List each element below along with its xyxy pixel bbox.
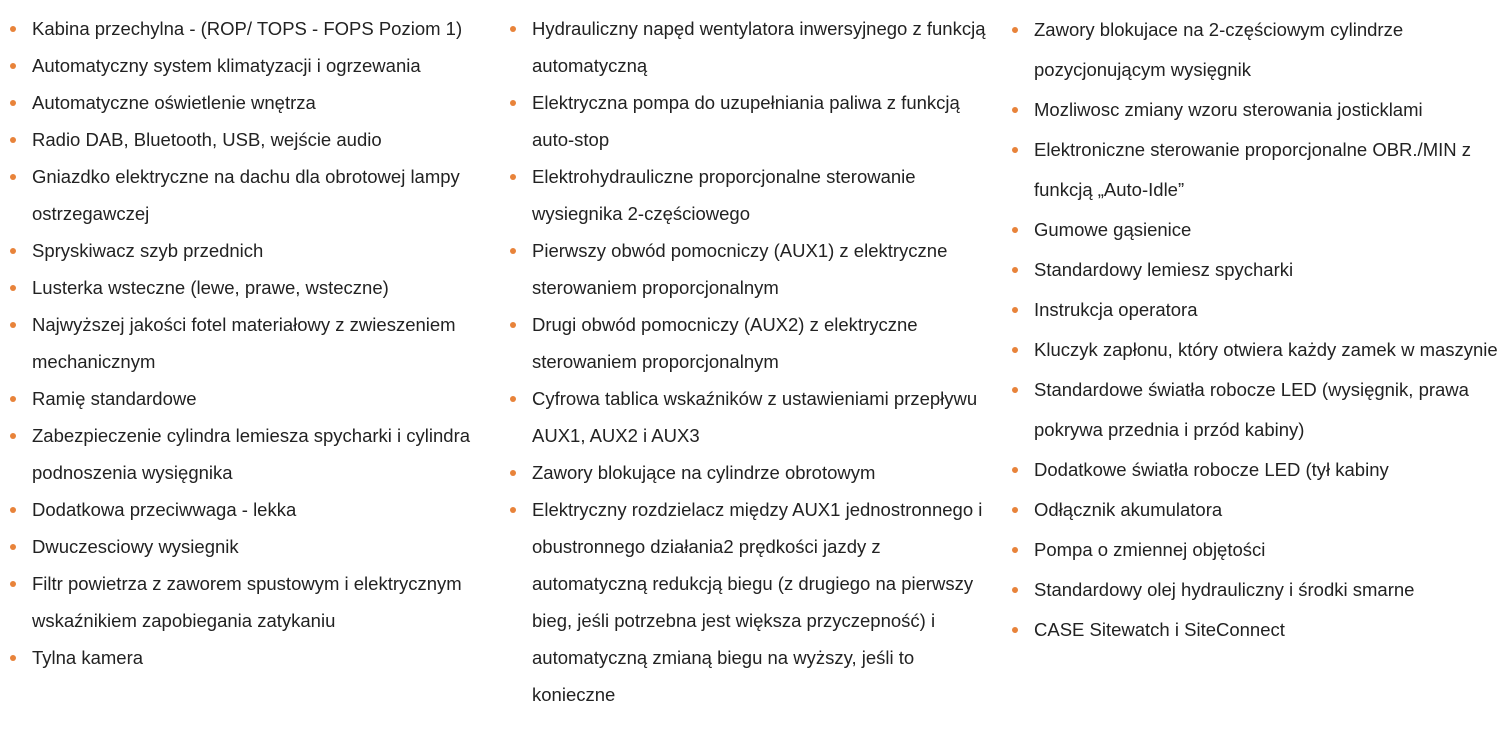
bullet-dot-icon <box>1012 27 1018 33</box>
list-item-text: Drugi obwód pomocniczy (AUX2) z elektryczne sterowaniem proporcjonalnym <box>532 314 918 372</box>
list-item <box>1012 530 1500 570</box>
bullet-dot-icon <box>10 26 16 32</box>
list-item-text: Filtr powietrza z zaworem spustowym i elektrycznym wskaźnikiem zapobiegania zatykaniu <box>32 573 462 631</box>
list-item-text: Pompa o zmiennej objętości <box>1034 539 1266 560</box>
bullet-dot-icon <box>10 544 16 550</box>
bullet-dot-icon <box>510 470 516 476</box>
bullet-dot-icon <box>10 322 16 328</box>
bullet-dot-icon <box>1012 107 1018 113</box>
bullet-dot-icon <box>510 507 516 513</box>
list-item <box>510 380 1000 454</box>
list-item <box>1012 290 1500 330</box>
list-item <box>1012 370 1500 450</box>
list-item <box>510 158 1000 232</box>
list-item-text: Radio DAB, Bluetooth, USB, wejście audio <box>32 129 382 150</box>
bullet-dot-icon <box>10 655 16 661</box>
bullet-dot-icon <box>510 396 516 402</box>
feature-list-column-1 <box>10 10 500 676</box>
list-item <box>510 454 1000 491</box>
list-item-text: CASE Sitewatch i SiteConnect <box>1034 619 1285 640</box>
list-item <box>10 306 500 380</box>
bullet-dot-icon <box>510 322 516 328</box>
list-item <box>1012 610 1500 650</box>
bullet-dot-icon <box>10 174 16 180</box>
bullet-dot-icon <box>1012 387 1018 393</box>
list-item-text: Kluczyk zapłonu, który otwiera każdy zamek w maszynie <box>1034 339 1498 360</box>
list-item <box>1012 570 1500 610</box>
list-item-text: Standardowy olej hydrauliczny i środki smarne <box>1034 579 1415 600</box>
bullet-dot-icon <box>1012 307 1018 313</box>
list-item <box>10 121 500 158</box>
list-item <box>1012 130 1500 210</box>
list-item <box>1012 10 1500 90</box>
list-item-text: Lusterka wsteczne (lewe, prawe, wsteczne) <box>32 277 389 298</box>
bullet-dot-icon <box>510 248 516 254</box>
list-item-text: Ramię standardowe <box>32 388 197 409</box>
feature-list-column-3 <box>1012 10 1500 650</box>
bullet-dot-icon <box>10 396 16 402</box>
list-item <box>1012 450 1500 490</box>
list-item-text: Gniazdko elektryczne na dachu dla obrotowej lampy ostrzegawczej <box>32 166 460 224</box>
bullet-dot-icon <box>1012 347 1018 353</box>
list-item-text: Pierwszy obwód pomocniczy (AUX1) z elektryczne sterowaniem proporcjonalnym <box>532 240 948 298</box>
list-item <box>10 232 500 269</box>
list-item <box>1012 490 1500 530</box>
list-item-text: Dodatkowe światła robocze LED (tył kabiny <box>1034 459 1389 480</box>
list-item <box>1012 210 1500 250</box>
list-item <box>510 491 1000 713</box>
list-item-text: Automatyczne oświetlenie wnętrza <box>32 92 316 113</box>
list-item-text: Dodatkowa przeciwwaga - lekka <box>32 499 297 520</box>
list-item-text: Zawory blokujące na cylindrze obrotowym <box>532 462 876 483</box>
list-item <box>10 380 500 417</box>
list-item <box>510 306 1000 380</box>
list-item <box>10 565 500 639</box>
bullet-dot-icon <box>1012 627 1018 633</box>
list-item <box>10 269 500 306</box>
list-item-text: Elektrohydrauliczne proporcjonalne sterowanie wysiegnika 2-częściowego <box>532 166 916 224</box>
list-item-text: Hydrauliczny napęd wentylatora inwersyjnego z funkcją automatyczną <box>532 18 986 76</box>
bullet-dot-icon <box>1012 147 1018 153</box>
list-item-text: Mozliwosc zmiany wzoru sterowania josticklami <box>1034 99 1423 120</box>
bullet-dot-icon <box>10 581 16 587</box>
list-item <box>10 528 500 565</box>
list-item-text: Gumowe gąsienice <box>1034 219 1192 240</box>
bullet-dot-icon <box>10 285 16 291</box>
list-item-text: Najwyższej jakości fotel materiałowy z zwieszeniem mechanicznym <box>32 314 456 372</box>
bullet-dot-icon <box>10 433 16 439</box>
list-item-text: Cyfrowa tablica wskaźników z ustawieniami przepływu AUX1, AUX2 i AUX3 <box>532 388 978 446</box>
bullet-dot-icon <box>1012 467 1018 473</box>
list-item <box>10 417 500 491</box>
bullet-dot-icon <box>510 100 516 106</box>
feature-list-column-2 <box>510 10 1000 713</box>
bullet-dot-icon <box>1012 507 1018 513</box>
bullet-dot-icon <box>10 137 16 143</box>
list-item <box>510 84 1000 158</box>
list-item <box>1012 250 1500 290</box>
bullet-dot-icon <box>510 26 516 32</box>
list-item <box>1012 90 1500 130</box>
list-item <box>10 158 500 232</box>
list-item <box>510 232 1000 306</box>
list-item-text: Dwuczesciowy wysiegnik <box>32 536 239 557</box>
bullet-dot-icon <box>1012 267 1018 273</box>
bullet-dot-icon <box>1012 587 1018 593</box>
list-item-text: Elektryczny rozdzielacz między AUX1 jednostronnego i obustronnego działania2 prędkości jazdy z automatyczną redukcją biegu (z drugiego na pierwszy bieg, jeśli potrzebna jest większa przyczepność) i automatyczną zmianą biegu na wyższy, jeśli to konieczne <box>532 499 983 705</box>
list-item <box>10 10 500 47</box>
bullet-dot-icon <box>1012 227 1018 233</box>
list-item-text: Zabezpieczenie cylindra lemiesza spycharki i cylindra podnoszenia wysięgnika <box>32 425 471 483</box>
list-item-text: Zawory blokujace na 2-częściowym cylindrze pozycjonującym wysięgnik <box>1034 19 1404 80</box>
list-item <box>10 47 500 84</box>
bullet-dot-icon <box>10 100 16 106</box>
bullet-dot-icon <box>10 63 16 69</box>
list-item-text: Standardowy lemiesz spycharki <box>1034 259 1294 280</box>
bullet-dot-icon <box>10 507 16 513</box>
list-item <box>10 639 500 676</box>
bullet-dot-icon <box>1012 547 1018 553</box>
list-item <box>510 10 1000 84</box>
list-item <box>10 84 500 121</box>
list-item-text: Tylna kamera <box>32 647 144 668</box>
list-item-text: Automatyczny system klimatyzacji i ogrzewania <box>32 55 421 76</box>
list-item-text: Spryskiwacz szyb przednich <box>32 240 264 261</box>
list-item-text: Elektryczna pompa do uzupełniania paliwa z funkcją auto-stop <box>532 92 960 150</box>
list-item <box>10 491 500 528</box>
bullet-dot-icon <box>10 248 16 254</box>
list-item-text: Odłącznik akumulatora <box>1034 499 1223 520</box>
list-item-text: Instrukcja operatora <box>1034 299 1198 320</box>
list-item <box>1012 330 1500 370</box>
bullet-dot-icon <box>510 174 516 180</box>
list-item-text: Standardowe światła robocze LED (wysięgnik, prawa pokrywa przednia i przód kabiny) <box>1034 379 1469 440</box>
list-item-text: Kabina przechylna - (ROP/ TOPS - FOPS Poziom 1) <box>32 18 463 39</box>
list-item-text: Elektroniczne sterowanie proporcjonalne OBR./MIN z funkcją „Auto-Idle” <box>1034 139 1471 200</box>
